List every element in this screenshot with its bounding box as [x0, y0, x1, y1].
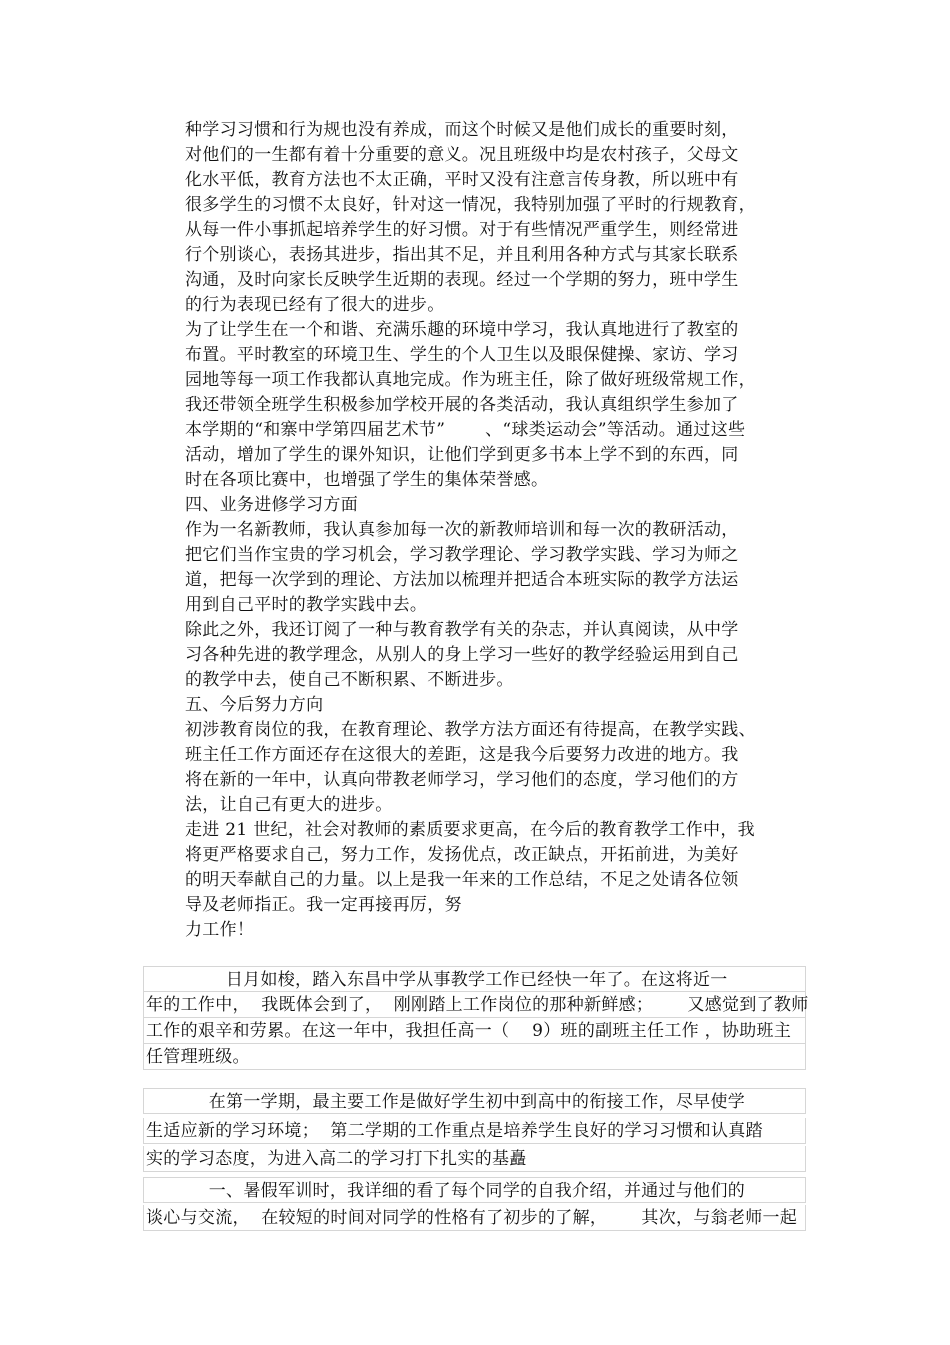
section-heading: 五、今后努力方向 [185, 695, 324, 715]
bordered-line [143, 1146, 806, 1172]
text-line: 种学习习惯和行为规也没有养成，而这个时候又是他们成长的重要时刻， [185, 120, 739, 140]
text-line: 年的工作中， 我既体会到了， 刚刚踏上工作岗位的那种新鲜感； 又感觉到了教师 [146, 995, 809, 1015]
text-line: 我还带领全班学生积极参加学校开展的各类活动，我认真组织学生参加了 [185, 395, 739, 415]
text-line: 为了让学生在一个和谐、充满乐趣的环境中学习，我认真地进行了教室的 [185, 320, 739, 340]
text-line: 将更严格要求自己，努力工作，发扬优点，改正缺点，开拓前进，为美好 [185, 845, 739, 865]
text-line: 谈心与交流， 在较短的时间对同学的性格有了初步的了解， 其次，与翁老师一起 [146, 1208, 798, 1228]
text-line: 布置。平时教室的环境卫生、学生的个人卫生以及眼保健操、家访、学习 [185, 345, 739, 365]
text-line: 任管理班级。 [146, 1047, 250, 1067]
text-line: 对他们的一生都有着十分重要的意义。况且班级中均是农村孩子，父母文 [185, 145, 739, 165]
text-line: 时在各项比赛中，也增强了学生的集体荣誉感。 [185, 470, 549, 490]
text-line: 沟通，及时向家长反映学生近期的表现。经过一个学期的努力，班中学生 [185, 270, 739, 290]
bordered-line [143, 1205, 806, 1231]
text-line: 的明天奉献自己的力量。以上是我一年来的工作总结，不足之处请各位领 [185, 870, 739, 890]
text-line: 作为一名新教师，我认真参加每一次的新教师培训和每一次的教研活动， [185, 520, 739, 540]
text-line: 班主任工作方面还存在这很大的差距，这是我今后要努力改进的地方。我 [185, 745, 739, 765]
text-line: 的行为表现已经有了很大的进步。 [185, 295, 445, 315]
text-line: 初涉教育岗位的我，在教育理论、教学方法方面还有待提高，在教学实践、 [185, 720, 756, 740]
text-line: 的教学中去，使自己不断积累、不断进步。 [185, 670, 514, 690]
section-heading: 四、业务进修学习方面 [185, 495, 358, 515]
text-line: 本学期的“和寨中学第四届艺术节” 、“球类运动会”等活动。通过这些 [185, 420, 746, 440]
text-line: 法，让自己有更大的进步。 [185, 795, 393, 815]
text-line: 把它们当作宝贵的学习机会，学习教学理论、学习教学实践、学习为师之 [185, 545, 739, 565]
text-line: 习各种先进的教学理念，从别人的身上学习一些好的教学经验运用到自己 [185, 645, 739, 665]
bordered-line [143, 1088, 806, 1114]
text-line: 在第一学期，最主要工作是做好学生初中到高中的衔接工作，尽早使学 [146, 1092, 746, 1112]
bordered-line [143, 966, 806, 992]
text-line: 走进 21 世纪，社会对教师的素质要求更高，在今后的教育教学工作中，我 [185, 820, 755, 840]
text-line: 工作的艰辛和劳累。在这一年中，我担任高一（ 9）班的副班主任工作 ，协助班主 [146, 1021, 792, 1041]
text-line: 很多学生的习惯不太良好，针对这一情况，我特别加强了平时的行规教育， [185, 195, 756, 215]
text-line: 实的学习态度，为进入高二的学习打下扎实的基矗 [146, 1149, 527, 1169]
text-line: 除此之外，我还订阅了一种与教育教学有关的杂志，并认真阅读，从中学 [185, 620, 739, 640]
text-line: 导及老师指正。我一定再接再厉，努 [185, 895, 462, 915]
text-line: 用到自己平时的教学实践中去。 [185, 595, 428, 615]
bordered-line [143, 1018, 806, 1044]
text-line: 日月如梭，踏入东昌中学从事教学工作已经快一年了。在这将近一 [146, 970, 728, 990]
bordered-line [143, 992, 809, 1018]
text-line: 生适应新的学习环境； 第二学期的工作重点是培养学生良好的学习习惯和认真踏 [146, 1121, 763, 1141]
bordered-line [143, 1118, 806, 1144]
text-line: 园地等每一项工作我都认真地完成。作为班主任，除了做好班级常规工作， [185, 370, 756, 390]
text-line: 一、暑假军训时，我详细的看了每个同学的自我介绍，并通过与他们的 [146, 1181, 746, 1201]
text-line: 化水平低，教育方法也不太正确，平时又没有注意言传身教，所以班中有 [185, 170, 739, 190]
text-line: 行个别谈心，表扬其进步，指出其不足，并且利用各种方式与其家长联系 [185, 245, 739, 265]
bordered-line [143, 1044, 806, 1070]
text-line: 力工作！ [185, 920, 255, 940]
text-line: 道，把每一次学到的理论、方法加以梳理并把适合本班实际的教学方法运 [185, 570, 739, 590]
text-line: 活动，增加了学生的课外知识，让他们学到更多书本上学不到的东西，同 [185, 445, 739, 465]
text-line: 从每一件小事抓起培养学生的好习惯。对于有些情况严重学生，则经常进 [185, 220, 739, 240]
text-line: 将在新的一年中，认真向带教老师学习，学习他们的态度，学习他们的方 [185, 770, 739, 790]
bordered-line [143, 1177, 806, 1203]
